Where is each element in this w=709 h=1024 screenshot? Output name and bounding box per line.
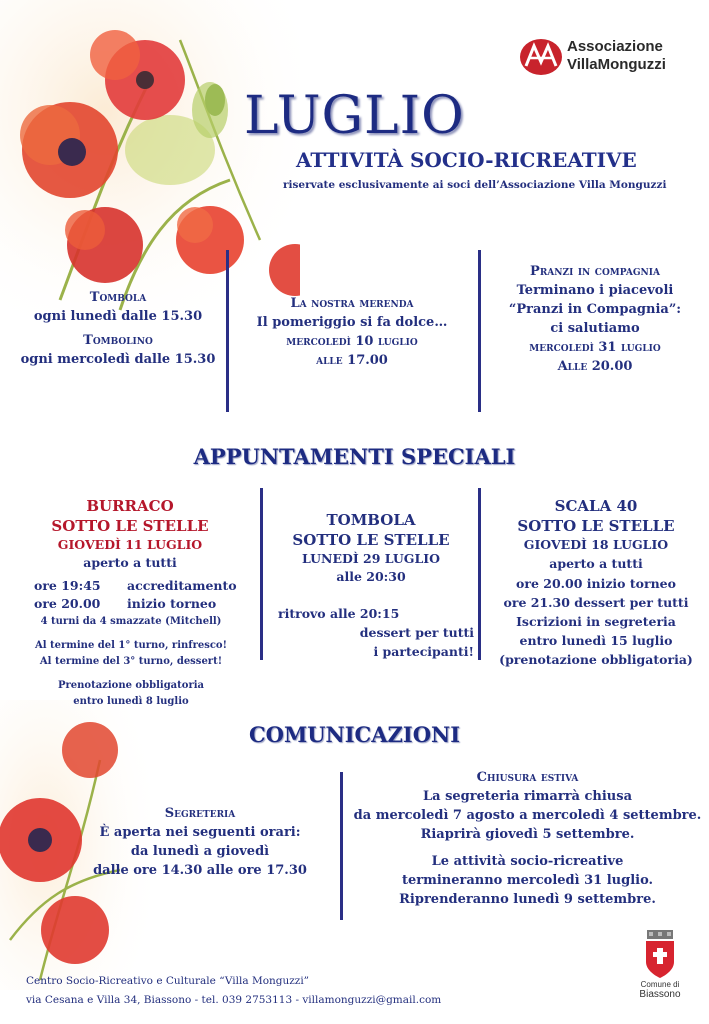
- special-heading: APPUNTAMENTI SPECIALI: [193, 444, 516, 469]
- comunicazioni-heading: COMUNICAZIONI: [248, 722, 461, 747]
- tombola-stelle-title2: SOTTO LE STELLE: [292, 531, 450, 549]
- burraco-schedule: [34, 577, 244, 613]
- avm-logo-icon: [520, 38, 562, 76]
- tombola-schedule: ogni lunedì dalle 15.30: [33, 309, 203, 324]
- page-title: LUGLIO: [244, 86, 465, 146]
- chiusura-line3: Riaprirà giovedì 5 settembre.: [420, 827, 635, 842]
- tombola-stelle-line2: dessert per tutti: [359, 625, 474, 640]
- segreteria-title: Segreteria: [164, 806, 236, 821]
- divider-bottom: [340, 772, 343, 920]
- segreteria-line2: da lunedì a giovedì: [130, 844, 270, 859]
- pranzi-block: [486, 262, 704, 376]
- scala-open: aperto a tutti: [549, 556, 643, 571]
- merenda-title: La nostra merenda: [290, 296, 414, 311]
- burraco-pren2: entro lunedì 8 luglio: [73, 696, 189, 707]
- chiusura-title: Chiusura estiva: [476, 770, 579, 785]
- divider-top-2: [478, 250, 481, 412]
- tombola-stelle-time: alle 20:30: [336, 569, 406, 584]
- burraco-desc2: inizio torneo: [127, 596, 217, 611]
- pranzi-time: Alle 20.00: [557, 359, 633, 374]
- scala-line3: Iscrizioni in segreteria: [516, 614, 676, 629]
- burraco-time1: ore 19:45: [34, 578, 101, 593]
- tombola-stelle-line3: i partecipanti!: [373, 644, 474, 659]
- pranzi-title: Pranzi in compagnia: [530, 264, 660, 279]
- merenda-block: [232, 294, 472, 370]
- association-logo: [520, 38, 690, 78]
- footer-line2: via Cesana e Villa 34, Biassono - tel. 039 2753113 - villamonguzzi@gmail.com: [26, 994, 442, 1006]
- tombola-block: [18, 288, 218, 369]
- chiusura-line5: termineranno mercoledì 31 luglio.: [401, 873, 654, 888]
- comune-line1: Comune di: [640, 980, 680, 989]
- chiusura-block: [350, 768, 705, 909]
- footer-line1: Centro Socio-Ricreativo e Culturale “Villa Monguzzi”: [26, 975, 310, 987]
- comune-crest: [630, 930, 690, 1000]
- burraco-desc1: accreditamento: [127, 578, 237, 593]
- tombola-stelle-date: LUNEDÌ 29 LUGLIO: [302, 551, 440, 566]
- divider-top-1: [226, 250, 229, 412]
- chiusura-line2: da mercoledì 7 agosto a mercoledì 4 settembre.: [353, 808, 702, 823]
- divider-mid-1: [260, 488, 263, 660]
- scala-title2: SOTTO LE STELLE: [517, 517, 675, 535]
- footer: [26, 972, 546, 1010]
- chiusura-line4: Le attività socio-ricreative: [431, 854, 624, 869]
- segreteria-line1: È aperta nei seguenti orari:: [99, 825, 301, 840]
- scala-line2: ore 21.30 dessert per tutti: [503, 595, 689, 610]
- segreteria-block: [90, 804, 310, 880]
- logo-line2: VillaMonguzzi: [567, 56, 666, 73]
- logo-line1: Associazione: [567, 38, 663, 55]
- tombolino-schedule: ogni mercoledì dalle 15.30: [20, 352, 216, 367]
- merenda-line1: Il pomeriggio si fa dolce…: [256, 315, 448, 330]
- coat-of-arms-icon: [643, 930, 677, 980]
- burraco-open: aperto a tutti: [83, 555, 177, 570]
- scala-date: GIOVEDÌ 18 LUGLIO: [523, 537, 669, 552]
- burraco-pren1: Prenotazione obbligatoria: [57, 680, 204, 691]
- comune-line2: Biassono: [639, 989, 681, 1000]
- merenda-date: mercoledì 10 luglio: [286, 334, 418, 349]
- pranzi-date: mercoledì 31 luglio: [529, 340, 661, 355]
- scala-block: [488, 496, 704, 669]
- merenda-time: alle 17.00: [316, 353, 388, 368]
- pranzi-line1: Terminano i piacevoli: [516, 283, 674, 298]
- burraco-time2: ore 20.00: [34, 596, 101, 611]
- divider-mid-2: [478, 488, 481, 660]
- burraco-title1: BURRACO: [86, 497, 174, 515]
- burraco-turns: 4 turni da 4 smazzate (Mitchell): [40, 616, 222, 627]
- burraco-block: [20, 496, 240, 572]
- burraco-end2: Al termine del 3° turno, dessert!: [39, 656, 223, 667]
- pranzi-line2: “Pranzi in Compagnia”:: [508, 302, 682, 317]
- scala-line1: ore 20.00 inizio torneo: [516, 576, 676, 591]
- scala-line4: entro lunedì 15 luglio: [519, 633, 673, 648]
- chiusura-line1: La segreteria rimarrà chiusa: [422, 789, 632, 804]
- tombola-stelle-block: [266, 510, 476, 586]
- page-subtitle: ATTIVITÀ SOCIO-RICREATIVE: [296, 148, 637, 172]
- poppy-flowers-illustration-top: [0, 0, 300, 320]
- tombola-title: Tombola: [89, 290, 147, 305]
- segreteria-line3: dalle ore 14.30 alle ore 17.30: [93, 863, 307, 878]
- burraco-date: GIOVEDÌ 11 LUGLIO: [57, 537, 203, 552]
- scala-title1: SCALA 40: [554, 497, 638, 515]
- tombola-stelle-line1: ritrovo alle 20:15: [278, 606, 400, 621]
- scala-line5: (prenotazione obbligatoria): [499, 652, 693, 667]
- chiusura-line6: Riprenderanno lunedì 9 settembre.: [399, 892, 656, 907]
- tombola-stelle-details: [278, 604, 474, 661]
- burraco-details: [20, 614, 242, 710]
- tombolino-title: Tombolino: [83, 333, 153, 348]
- burraco-end1: Al termine del 1° turno, rinfresco!: [35, 640, 227, 651]
- tombola-stelle-title1: TOMBOLA: [326, 511, 416, 529]
- burraco-title2: SOTTO LE STELLE: [51, 517, 209, 535]
- members-note: riservate esclusivamente ai soci dell’Associazione Villa Monguzzi: [283, 179, 667, 191]
- pranzi-line3: ci salutiamo: [550, 321, 640, 336]
